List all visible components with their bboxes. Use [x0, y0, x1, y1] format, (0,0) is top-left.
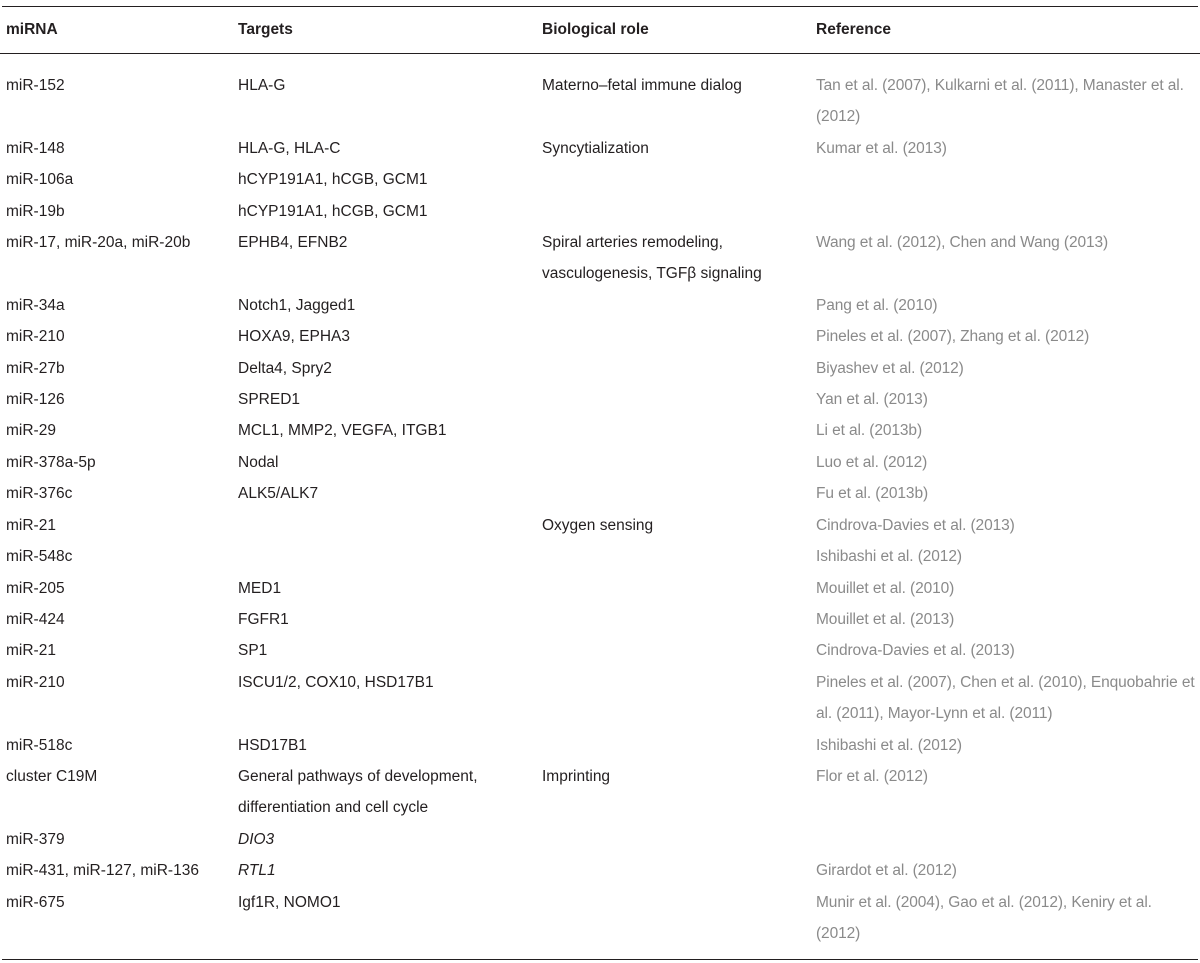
bottom-spacer [0, 949, 1200, 959]
cell-role [540, 667, 814, 730]
cell-targets: Igf1R, NOMO1 [238, 893, 341, 911]
cell-reference: Mouillet et al. (2013) [816, 610, 955, 628]
cell-role [540, 635, 814, 666]
table-row [0, 604, 1200, 635]
header-biological-role: Biological role [540, 7, 814, 54]
cell-mirna: miR-21 [6, 642, 56, 660]
cell-reference: Kumar et al. (2013) [816, 139, 947, 157]
cell-mirna: miR-379 [6, 830, 65, 848]
cell-reference: Munir et al. (2004), Gao et al. (2012), Keniry et al. (2012) [816, 893, 1152, 942]
table-row [0, 321, 1200, 352]
cell-mirna: miR-518c [6, 736, 73, 754]
table-row [0, 384, 1200, 415]
table-body [0, 54, 1200, 960]
table-row [0, 667, 1200, 730]
cell-targets: ALK5/ALK7 [238, 485, 319, 503]
header-mirna: miRNA [0, 7, 236, 54]
cell-role [540, 887, 814, 950]
cell-targets: RTL1 [238, 862, 276, 880]
cell-reference [814, 164, 1200, 195]
cell-role: Spiral arteries remodeling, vasculogenesis, TGFβ signaling [542, 234, 762, 283]
cell-reference: Pineles et al. (2007), Zhang et al. (2012) [816, 328, 1090, 346]
cell-mirna: cluster C19M [6, 767, 98, 785]
cell-role [540, 415, 814, 446]
cell-role: Imprinting [542, 767, 611, 785]
cell-reference: Ishibashi et al. (2012) [816, 736, 962, 754]
cell-targets: HLA-G [238, 77, 286, 94]
cell-reference: Luo et al. (2012) [816, 453, 928, 471]
cell-targets: hCYP191A1, hCGB, GCM1 [238, 171, 428, 189]
cell-mirna: miR-376c [6, 485, 73, 503]
cell-mirna: miR-205 [6, 579, 65, 597]
cell-reference [814, 196, 1200, 227]
cell-role [540, 384, 814, 415]
cell-mirna: miR-431, miR-127, miR-136 [6, 862, 199, 880]
cell-targets: EPHB4, EFNB2 [238, 234, 348, 252]
cell-role [540, 196, 814, 227]
cell-mirna: miR-210 [6, 328, 65, 346]
cell-mirna: miR-19b [6, 202, 65, 220]
table-row [0, 353, 1200, 384]
table-row [0, 415, 1200, 446]
cell-targets: SP1 [238, 642, 268, 660]
cell-role [540, 824, 814, 855]
cell-role [540, 447, 814, 478]
cell-targets: SPRED1 [238, 391, 301, 409]
cell-reference: Biyashev et al. (2012) [816, 359, 964, 377]
table-row [0, 824, 1200, 855]
table-row [0, 447, 1200, 478]
cell-mirna: miR-548c [6, 548, 73, 566]
cell-reference: Tan et al. (2007), Kulkarni et al. (2011), Manaster et al. (2012) [816, 77, 1184, 126]
cell-reference: Flor et al. (2012) [816, 767, 928, 785]
cell-role [540, 164, 814, 195]
cell-role [540, 573, 814, 604]
table-row [0, 730, 1200, 761]
cell-role [540, 478, 814, 509]
table-row [0, 541, 1200, 572]
cell-role: Materno–fetal immune dialog [542, 77, 742, 94]
table-row [0, 855, 1200, 886]
table-row [0, 887, 1200, 950]
cell-mirna: miR-106a [6, 171, 74, 189]
cell-mirna: miR-126 [6, 391, 65, 409]
cell-mirna: miR-210 [6, 673, 65, 691]
cell-mirna: miR-378a-5p [6, 453, 96, 471]
table-row [0, 54, 1200, 133]
table-row [0, 133, 1200, 164]
table-row [0, 478, 1200, 509]
cell-reference: Girardot et al. (2012) [816, 862, 957, 880]
header-targets: Targets [236, 7, 540, 54]
cell-mirna: miR-675 [6, 893, 65, 911]
mirna-table [0, 7, 1200, 959]
cell-mirna: miR-148 [6, 139, 65, 157]
cell-mirna: miR-152 [6, 77, 65, 94]
cell-mirna: miR-424 [6, 610, 65, 628]
table-row [0, 761, 1200, 824]
cell-mirna: miR-17, miR-20a, miR-20b [6, 234, 191, 252]
cell-targets: FGFR1 [238, 610, 289, 628]
cell-reference: Ishibashi et al. (2012) [816, 548, 962, 566]
table-row [0, 196, 1200, 227]
cell-reference: Fu et al. (2013b) [816, 485, 929, 503]
cell-role [540, 290, 814, 321]
cell-role [540, 353, 814, 384]
cell-reference: Pang et al. (2010) [816, 296, 938, 314]
table-row [0, 573, 1200, 604]
cell-reference: Yan et al. (2013) [816, 391, 928, 409]
cell-reference [814, 824, 1200, 855]
cell-mirna: miR-29 [6, 422, 56, 440]
cell-targets: HOXA9, EPHA3 [238, 328, 350, 346]
cell-mirna: miR-21 [6, 516, 56, 534]
cell-mirna: miR-27b [6, 359, 65, 377]
cell-targets: MED1 [238, 579, 282, 597]
cell-role [540, 321, 814, 352]
cell-targets: HLA-G, HLA-C [238, 139, 341, 157]
bottom-rule [2, 959, 1198, 960]
cell-targets: Nodal [238, 453, 279, 471]
cell-targets: Delta4, Spry2 [238, 359, 332, 377]
header-row [0, 7, 1200, 54]
cell-role: Syncytialization [542, 139, 649, 157]
cell-reference: Li et al. (2013b) [816, 422, 923, 440]
cell-targets [236, 541, 540, 572]
cell-role [540, 730, 814, 761]
cell-targets: DIO3 [238, 830, 275, 848]
table-row [0, 227, 1200, 290]
mirna-table-container [0, 6, 1200, 960]
cell-targets: hCYP191A1, hCGB, GCM1 [238, 202, 428, 220]
cell-targets: General pathways of development, differentiation and cell cycle [238, 767, 478, 817]
cell-targets: ISCU1/2, COX10, HSD17B1 [238, 673, 434, 691]
cell-targets: Notch1, Jagged1 [238, 296, 356, 314]
spacer-cell [0, 949, 1200, 959]
table-row [0, 290, 1200, 321]
cell-targets: HSD17B1 [238, 736, 307, 754]
cell-mirna: miR-34a [6, 296, 65, 314]
table-row [0, 510, 1200, 541]
cell-reference: Mouillet et al. (2010) [816, 579, 955, 597]
cell-reference: Pineles et al. (2007), Chen et al. (2010), Enquobahrie et al. (2011), Mayor-Lynn et al. (2011) [816, 673, 1195, 723]
table-row [0, 635, 1200, 666]
header-reference: Reference [814, 7, 1200, 54]
table-row [0, 164, 1200, 195]
cell-targets: MCL1, MMP2, VEGFA, ITGB1 [238, 422, 447, 440]
cell-role [540, 604, 814, 635]
cell-targets [236, 510, 540, 541]
cell-role [540, 855, 814, 886]
cell-role [540, 541, 814, 572]
cell-reference: Wang et al. (2012), Chen and Wang (2013) [816, 234, 1109, 252]
cell-role: Oxygen sensing [542, 516, 654, 534]
cell-reference: Cindrova-Davies et al. (2013) [816, 642, 1015, 660]
cell-reference: Cindrova-Davies et al. (2013) [816, 516, 1015, 534]
